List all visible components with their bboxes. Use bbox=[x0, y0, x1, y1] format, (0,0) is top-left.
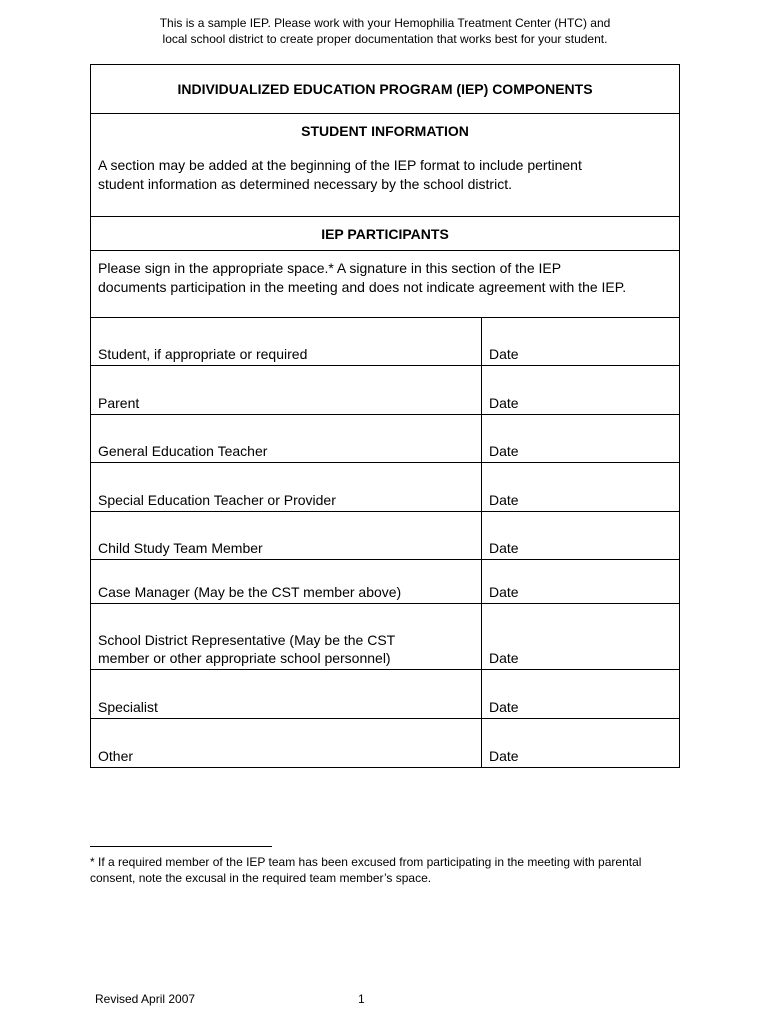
role-label: Child Study Team Member bbox=[98, 540, 263, 556]
role-label: Other bbox=[98, 748, 134, 764]
participants-title: IEP PARTICIPANTS bbox=[321, 225, 449, 242]
signature-field-specialist[interactable] bbox=[91, 670, 482, 718]
footnote-line1: * If a required member of the IEP team has been excused from participating in the meeting with parental bbox=[90, 855, 642, 869]
role-label: Special Education Teacher or Provider bbox=[98, 492, 336, 508]
date-field-student[interactable] bbox=[482, 318, 679, 365]
date-label: Date bbox=[489, 540, 519, 556]
participants-line2: documents participation in the meeting and does not indicate agreement with the IEP. bbox=[98, 279, 627, 295]
signature-row-general-teacher bbox=[91, 415, 679, 463]
signature-field-student[interactable] bbox=[91, 318, 482, 365]
signature-field-case-manager[interactable] bbox=[91, 560, 482, 603]
role-label: Case Manager (May be the CST member above) bbox=[98, 584, 402, 600]
signature-field-other[interactable] bbox=[91, 719, 482, 767]
signature-row-cst-member bbox=[91, 512, 679, 560]
date-label: Date bbox=[489, 748, 519, 764]
signature-field-cst-member[interactable] bbox=[91, 512, 482, 559]
date-label: Date bbox=[489, 395, 519, 411]
student-info-line2: student information as determined necessary by the school district. bbox=[98, 176, 512, 192]
header-note bbox=[0, 15, 770, 47]
student-info-line1: A section may be added at the beginning of the IEP format to include pertinent bbox=[98, 157, 582, 173]
date-field-cst-member[interactable] bbox=[482, 512, 679, 559]
header-note-line1: This is a sample IEP. Please work with your Hemophilia Treatment Center (HTC) and bbox=[159, 16, 611, 30]
page-number: 1 bbox=[358, 992, 365, 1006]
date-label: Date bbox=[489, 346, 519, 362]
date-label: Date bbox=[489, 492, 519, 508]
signature-row-special-teacher bbox=[91, 463, 679, 512]
footnote-divider bbox=[90, 846, 272, 847]
iep-form-table bbox=[90, 64, 680, 768]
participants-line1: Please sign in the appropriate space.* A signature in this section of the IEP bbox=[98, 260, 562, 276]
date-label: Date bbox=[489, 699, 519, 715]
footnote bbox=[90, 854, 690, 886]
date-field-specialist[interactable] bbox=[482, 670, 679, 718]
role-label: General Education Teacher bbox=[98, 443, 268, 459]
date-field-district-rep[interactable] bbox=[482, 604, 679, 669]
date-field-general-teacher[interactable] bbox=[482, 415, 679, 462]
signature-row-specialist bbox=[91, 670, 679, 719]
main-title-row bbox=[91, 65, 679, 114]
footnote-line2: consent, note the excusal in the required team member’s space. bbox=[90, 871, 432, 885]
header-note-line2: local school district to create proper documentation that works best for your student. bbox=[162, 32, 608, 46]
participants-title-row bbox=[91, 217, 679, 251]
signature-row-district-rep bbox=[91, 604, 679, 670]
student-info-text bbox=[91, 156, 589, 194]
signature-field-district-rep[interactable] bbox=[91, 604, 482, 669]
role-label: Student, if appropriate or required bbox=[98, 346, 308, 362]
signature-field-special-teacher[interactable] bbox=[91, 463, 482, 511]
main-title: INDIVIDUALIZED EDUCATION PROGRAM (IEP) COMPONENTS bbox=[177, 81, 593, 97]
signature-row-other bbox=[91, 719, 679, 767]
signature-row-case-manager bbox=[91, 560, 679, 604]
date-field-special-teacher[interactable] bbox=[482, 463, 679, 511]
role-label: Parent bbox=[98, 395, 140, 411]
signature-field-general-teacher[interactable] bbox=[91, 415, 482, 462]
date-field-case-manager[interactable] bbox=[482, 560, 679, 603]
date-field-other[interactable] bbox=[482, 719, 679, 767]
date-label: Date bbox=[489, 650, 519, 666]
role-label: Specialist bbox=[98, 699, 158, 715]
role-label-line1: School District Representative (May be the CST bbox=[98, 632, 396, 648]
date-label: Date bbox=[489, 584, 519, 600]
student-info-section bbox=[91, 114, 679, 217]
signature-row-student bbox=[91, 318, 679, 366]
signature-field-parent[interactable] bbox=[91, 366, 482, 414]
date-field-parent[interactable] bbox=[482, 366, 679, 414]
signature-row-parent bbox=[91, 366, 679, 415]
student-info-title: STUDENT INFORMATION bbox=[301, 123, 469, 139]
revision-date: Revised April 2007 bbox=[95, 992, 196, 1006]
participants-instructions bbox=[91, 251, 679, 318]
role-label-line2: member or other appropriate school personnel) bbox=[98, 650, 391, 666]
date-label: Date bbox=[489, 443, 519, 459]
